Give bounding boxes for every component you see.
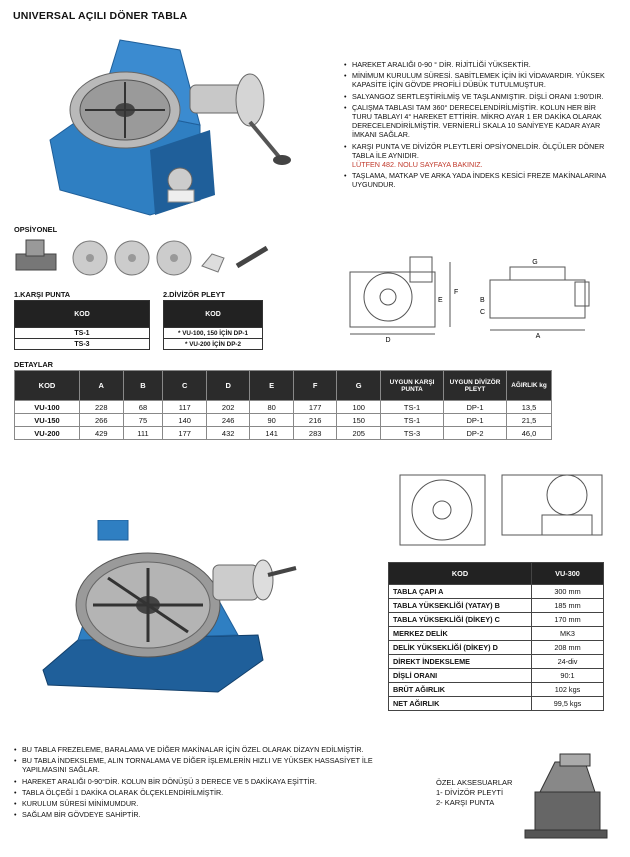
feature-item: • TAŞLAMA, MATKAP VE ARKA YADA İNDEKS KESİCİ FREZE MAKİNALARINA UYGUNDUR. [344,171,614,189]
table-cell: 228 [80,401,124,414]
col-header: C [163,371,207,401]
tailstock-heading: 1.KARŞI PUNTA [14,290,71,299]
feature-item: • BU TABLA FREZELEME, BARALAMA VE DİĞER MAKİNALAR İÇİN ÖZEL OLARAK DİZAYN EDİLMİŞTİR. [14,745,384,754]
special-accessories [436,778,512,808]
table-cell: 75 [123,414,163,427]
table-cell: 46,0 [507,427,552,440]
vu300-photo [38,520,303,700]
table-row [389,683,604,697]
table-cell: 140 [163,414,207,427]
vu300-spec-table [388,562,604,711]
table-cell: 177 [163,427,207,440]
table-cell: DP-1 [444,414,507,427]
dim-label-a: A [535,333,541,340]
col-header: KOD [15,371,80,401]
table-cell: TS-1 [381,401,444,414]
table-cell: VU-200 [15,427,80,440]
col-header: G [337,371,381,401]
tailstock-row: TS-3 [15,339,150,350]
table-row [389,697,604,711]
table-cell: 202 [206,401,250,414]
details-table [14,370,552,440]
table-cell: DP-1 [444,401,507,414]
spec-label: DELİK YÜKSEKLİĞİ (DİKEY) D [389,641,532,655]
page-title: UNIVERSAL AÇILI DÖNER TABLA [13,10,188,22]
table-cell: 13,5 [507,401,552,414]
spec-value: 24-div [532,655,604,669]
optional-accessories-photo [12,236,277,280]
page-reference-note: LÜTFEN 482. NOLU SAYFAYA BAKINIZ. [352,160,483,170]
table-cell: 111 [123,427,163,440]
col-header: F [293,371,337,401]
spec-value: 90:1 [532,669,604,683]
table-cell: 216 [293,414,337,427]
table-cell: 177 [293,401,337,414]
divider-plate-table [163,300,263,350]
table-row [15,414,552,427]
feature-item: • SAĞLAM BİR GÖVDEYE SAHİPTİR. [14,810,384,819]
table-cell: 205 [337,427,381,440]
col-header: UYGUN DİVİZÖR PLEYT [444,371,507,401]
feature-text: KARŞI PUNTA VE DİVİZÖR PLEYTLERİ OPSİYONELDİR. ÖLÇÜLER DÖNER TABLA İLE AYNIDIR. [352,141,605,160]
table-cell: TS-1 [381,414,444,427]
table-row [389,599,604,613]
table-cell: 429 [80,427,124,440]
tailstock-photo [520,752,610,842]
dimension-drawing [340,252,620,344]
accessories-title: ÖZEL AKSESUARLAR [436,778,513,787]
col-header: AĞIRLIK kg [507,371,552,401]
dim-label-f: F [454,289,459,296]
table-row [389,627,604,641]
spec-label: DİREKT İNDEKSLEME [389,655,532,669]
bottom-feature-list [14,745,384,821]
table-cell: DP-2 [444,427,507,440]
table-row [389,641,604,655]
tailstock-row: TS-1 [15,328,150,339]
feature-item: • ÇALIŞMA TABLASI TAM 360° DERECELENDİRİLMİŞTİR. KOLUN HER BİR TURU TABLAYI 4° HAREKET ETTİRİR. MİKRO AYAR 1 ER DAKİKA OLARAK DERECELENDİRİLMİŞTİR. VERNİERLİ SKALA 10 SANİYEYE KADAR AYAR İMKANI SAĞLAR. [344,103,614,140]
spec-value: 300 mm [532,585,604,599]
table-cell: 283 [293,427,337,440]
table-cell: 266 [80,414,124,427]
dim-label-g: G [532,259,538,266]
col-header: UYGUN KARŞI PUNTA [381,371,444,401]
spec-header-model: VU-300 [532,563,604,585]
col-header: E [250,371,294,401]
feature-item: • HAREKET ARALIĞI 0-90 ° DİR. RİJİTLİĞİ YÜKSEKTİR. [344,60,614,69]
feature-item: • KURULUM SÜRESİ MİNİMUMDUR. [14,799,384,808]
spec-label: MERKEZ DELİK [389,627,532,641]
details-heading: DETAYLAR [14,360,54,369]
divider-plate-heading: 2.DİVİZÖR PLEYT [163,290,226,299]
table-cell: 432 [206,427,250,440]
table-row [15,401,552,414]
spec-value: 170 mm [532,613,604,627]
divider-row: * VU-200 İÇİN DP-2 [164,339,263,350]
spec-label: NET AĞIRLIK [389,697,532,711]
spec-label: TABLA YÜKSEKLİĞİ (YATAY) B [389,599,532,613]
table-cell: 68 [123,401,163,414]
table-cell: 100 [337,401,381,414]
table-cell: TS-3 [381,427,444,440]
tailstock-table [14,300,150,350]
feature-item: • BU TABLA İNDEKSLEME, ALIN TORNALAMA VE DİĞER İŞLEMLERİN HIZLI VE YÜKSEK HASSASİYET İLE YAPILMASINI SAĞLAR. [14,756,384,774]
table-cell: VU-150 [15,414,80,427]
accessory-item: 2- KARŞI PUNTA [436,798,495,807]
optional-heading: OPSİYONEL [14,225,58,234]
table-cell: 246 [206,414,250,427]
feature-item [344,142,614,170]
col-header: A [80,371,124,401]
spec-label: BRÜT AĞIRLIK [389,683,532,697]
accessory-item: 1- DİVİZÖR PLEYTİ [436,788,504,797]
feature-item: • MİNİMUM KURULUM SÜRESİ. SABİTLEMEK İÇİN İKİ VİDAVARDIR. YÜKSEK KAPASİTE İÇİN GÖVDE PROFİLİ DÜBÜK TUTULMUŞTUR. [344,71,614,89]
spec-label: DİŞLİ ORANI [389,669,532,683]
tailstock-code-header: KOD [15,301,150,328]
rotary-table-photo [40,30,300,220]
dim-label-e: E [438,297,443,304]
feature-item: • TABLA ÖLÇEĞİ 1 DAKİKA OLARAK ÖLÇEKLENDİRİLMİŞTİR. [14,788,384,797]
feature-item: • SALYANGOZ SERTLEŞTİRİLMİŞ VE TAŞLANMIŞTIR. DİŞLİ ORANI 1:90'DIR. [344,92,614,101]
table-cell: VU-100 [15,401,80,414]
table-row [389,585,604,599]
table-cell: 21,5 [507,414,552,427]
feature-item: • HAREKET ARALIĞI 0-90°DİR. KOLUN BİR DÖNÜŞÜ 3 DERECE VE 5 DAKİKAYA EŞİTTİR. [14,777,384,786]
feature-list [344,60,614,192]
table-cell: 117 [163,401,207,414]
table-cell: 141 [250,427,294,440]
col-header: D [206,371,250,401]
spec-label: TABLA ÇAPI A [389,585,532,599]
divider-code-header: KOD [164,301,263,328]
spec-label: TABLA YÜKSEKLİĞİ (DİKEY) C [389,613,532,627]
vu300-drawing [392,470,617,550]
spec-value: 102 kgs [532,683,604,697]
spec-value: 185 mm [532,599,604,613]
table-row [389,655,604,669]
table-row [15,427,552,440]
spec-header-kod: KOD [389,563,532,585]
dim-label-c: C [480,309,486,316]
spec-value: MK3 [532,627,604,641]
divider-row: * VU-100, 150 İÇİN DP-1 [164,328,263,339]
table-cell: 150 [337,414,381,427]
table-cell: 90 [250,414,294,427]
dim-label-b: B [480,297,485,304]
table-row [389,669,604,683]
spec-value: 99,5 kgs [532,697,604,711]
spec-value: 208 mm [532,641,604,655]
col-header: B [123,371,163,401]
table-cell: 80 [250,401,294,414]
table-row [389,613,604,627]
dim-label-d: D [385,337,391,344]
